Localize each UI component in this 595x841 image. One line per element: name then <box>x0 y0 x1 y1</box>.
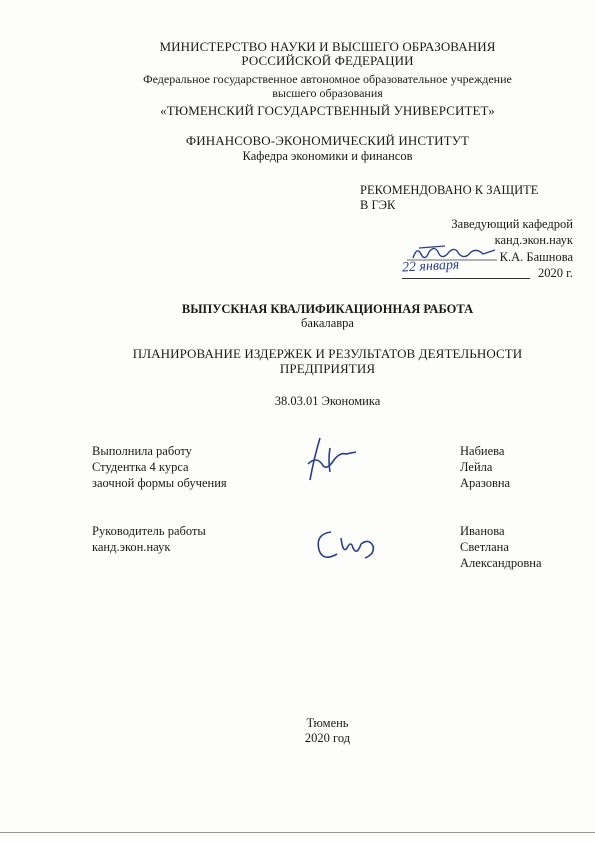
supervisor-role-2: канд.экон.наук <box>92 540 171 554</box>
author-role-1: Выполнила работу <box>92 444 192 458</box>
head-title: Заведующий кафедрой <box>451 217 573 231</box>
supervisor-patronymic: Александровна <box>460 556 542 570</box>
author-signature <box>290 430 365 490</box>
author-name: Лейла <box>460 460 493 474</box>
author-patronymic: Аразовна <box>460 476 511 490</box>
author-surname: Набиева <box>460 444 505 458</box>
author-role-2: Студентка 4 курса <box>92 460 189 474</box>
institution-line-1: Федеральное государственное автономное образовательное учреждение <box>143 72 512 86</box>
recommended-line-2: В ГЭК <box>360 198 396 212</box>
speciality: 38.03.01 Экономика <box>274 394 381 408</box>
work-title-line-2: ПРЕДПРИЯТИЯ <box>279 361 376 376</box>
recommended-line-1: РЕКОМЕНДОВАНО К ЗАЩИТЕ <box>360 183 539 197</box>
supervisor-signature <box>305 518 385 568</box>
supervisor-role-1: Руководитель работы <box>92 524 206 538</box>
work-type: ВЫПУСКНАЯ КВАЛИФИКАЦИОННАЯ РАБОТА <box>181 302 474 316</box>
handwritten-date: 22 января <box>401 257 460 276</box>
author-role-3: заочной формы обучения <box>92 476 227 490</box>
head-name: К.А. Башнова <box>499 250 573 264</box>
supervisor-surname: Иванова <box>460 524 505 538</box>
university-name: «ТЮМЕНСКИЙ ГОСУДАРСТВЕННЫЙ УНИВЕРСИТЕТ» <box>160 103 495 118</box>
approval-year: 2020 г. <box>538 266 573 280</box>
scan-edge-line <box>0 832 595 833</box>
ministry-line-2: РОССИЙСКОЙ ФЕДЕРАЦИИ <box>241 53 414 68</box>
work-level: бакалавра <box>301 316 354 330</box>
date-underline <box>402 278 530 279</box>
department-name: Кафедра экономики и финансов <box>242 149 413 163</box>
supervisor-name: Светлана <box>460 540 509 554</box>
institute-name: ФИНАНСОВО-ЭКОНОМИЧЕСКИЙ ИНСТИТУТ <box>185 133 470 148</box>
footer-year: 2020 год <box>304 731 351 745</box>
city: Тюмень <box>306 716 349 730</box>
ministry-line-1: МИНИСТЕРСТВО НАУКИ И ВЫСШЕГО ОБРАЗОВАНИЯ <box>159 39 496 54</box>
institution-line-2: высшего образования <box>272 86 383 100</box>
work-title-line-1: ПЛАНИРОВАНИЕ ИЗДЕРЖЕК И РЕЗУЛЬТАТОВ ДЕЯТЕЛЬНОСТИ <box>132 346 523 361</box>
head-degree: канд.экон.наук <box>494 233 573 247</box>
